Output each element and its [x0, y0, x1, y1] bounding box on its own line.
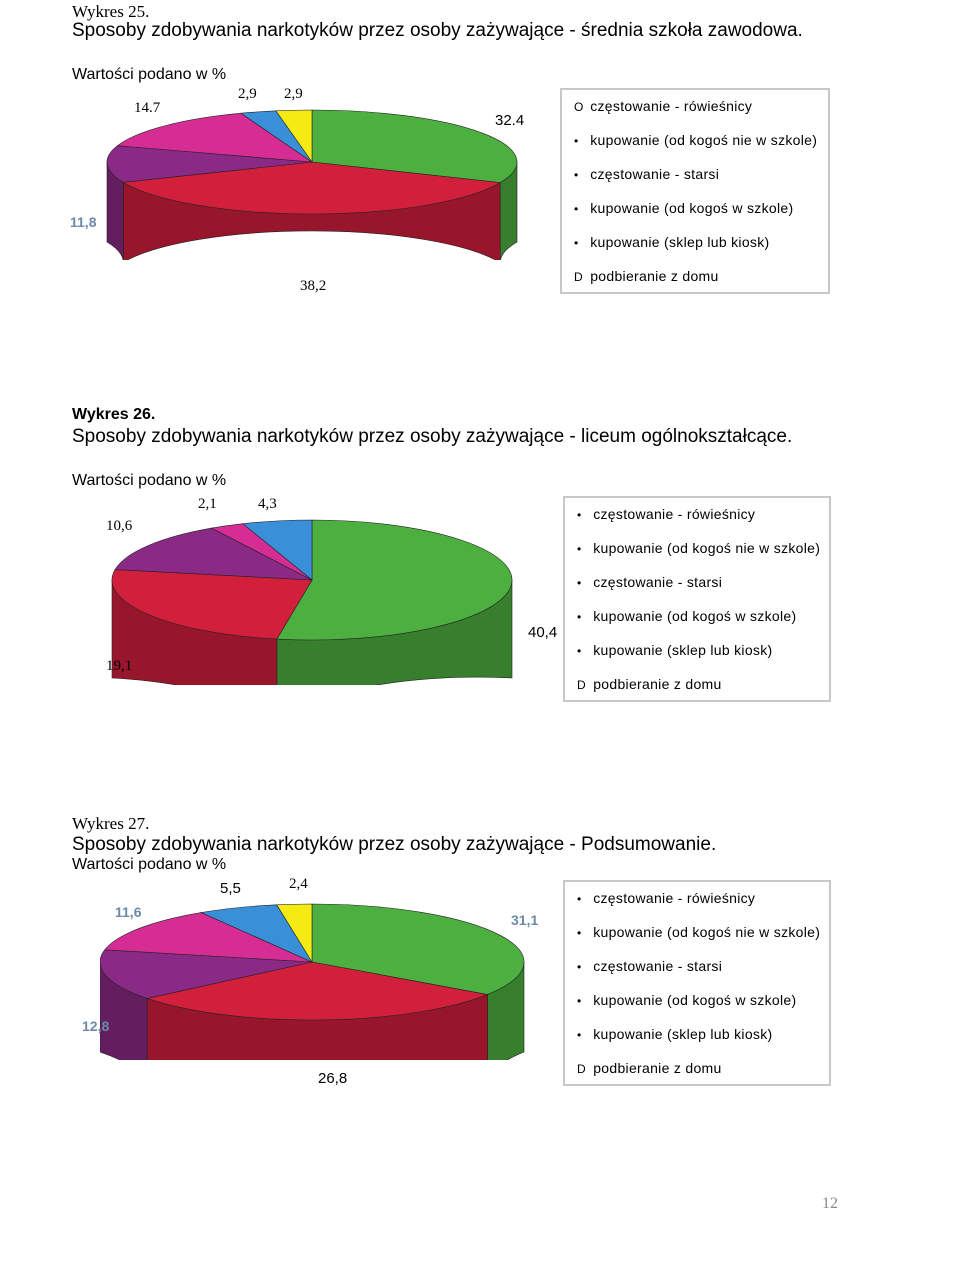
value-label: 2,4 [289, 876, 308, 892]
legend-item [577, 608, 796, 624]
legend-marker: O [574, 100, 584, 114]
pie-chart-27 [100, 895, 530, 1060]
legend-label: kupowanie (od kogoś nie w szkole) [593, 924, 821, 940]
units-note: Wartości podano w % [72, 856, 227, 873]
value-label: 19,1 [106, 658, 133, 674]
legend-marker: D [574, 270, 583, 284]
legend-label: kupowanie (od kogoś w szkole) [590, 200, 794, 216]
value-label: 11,8 [70, 214, 97, 230]
value-label: 12,8 [82, 1018, 110, 1034]
legend-item [574, 98, 752, 114]
legend-marker: • [577, 508, 582, 522]
legend-item [577, 540, 820, 556]
legend-item [574, 132, 817, 148]
legend-label: kupowanie (od kogoś w szkole) [593, 608, 797, 624]
page-number: 12 [822, 1195, 838, 1212]
legend-label: kupowanie (od kogoś nie w szkole) [590, 132, 818, 148]
legend-marker: • [577, 926, 582, 940]
legend-item [577, 506, 755, 522]
legend-item [577, 924, 820, 940]
legend-marker: • [577, 542, 582, 556]
legend-marker: • [577, 994, 582, 1008]
legend-marker: • [577, 892, 582, 906]
value-label: 4,3 [258, 496, 277, 512]
legend-label: kupowanie (sklep lub kiosk) [593, 1026, 773, 1042]
legend-marker: • [577, 960, 582, 974]
legend-label: częstowanie - starsi [593, 958, 723, 974]
units-note: Wartości podano w % [72, 66, 227, 83]
legend-label: częstowanie - rówieśnicy [593, 890, 756, 906]
legend-item [577, 958, 722, 974]
legend-marker: • [574, 202, 579, 216]
legend-item [577, 642, 773, 658]
legend-label: podbieranie z domu [593, 1060, 722, 1076]
value-label: 5,5 [220, 880, 241, 897]
legend-item [577, 992, 796, 1008]
legend-marker: • [577, 576, 582, 590]
chart-title: Sposoby zdobywania narkotyków przez osoby zażywające - średnia szkoła zawodowa. [72, 20, 803, 41]
pie-chart-26 [100, 510, 530, 685]
legend-item [574, 268, 719, 284]
value-label: 2,1 [198, 496, 217, 512]
value-label: 40,4 [528, 624, 558, 641]
value-label: 2,9 [238, 86, 257, 102]
legend-label: podbieranie z domu [590, 268, 719, 284]
legend-label: podbieranie z domu [593, 676, 722, 692]
chart-section-27 [0, 810, 960, 1110]
units-note: Wartości podano w % [72, 472, 227, 489]
legend-label: częstowanie - starsi [590, 166, 720, 182]
chart-section-26 [0, 400, 960, 730]
chart-number: Wykres 26. [72, 406, 156, 423]
value-label: 31,1 [511, 912, 539, 928]
legend-item [574, 166, 719, 182]
value-label: 2,9 [284, 86, 303, 102]
legend-marker: • [577, 644, 582, 658]
legend-item [577, 890, 755, 906]
pie-chart-25 [100, 100, 530, 260]
legend [560, 88, 830, 294]
value-label: 32.4 [495, 112, 525, 129]
legend-label: częstowanie - starsi [593, 574, 723, 590]
legend-label: kupowanie (sklep lub kiosk) [593, 642, 773, 658]
legend-marker: D [577, 678, 586, 692]
legend-marker: • [577, 1028, 582, 1042]
legend-marker: D [577, 1062, 586, 1076]
legend-marker: • [574, 168, 579, 182]
legend-item [577, 1060, 722, 1076]
value-label: 26,8 [318, 1070, 348, 1087]
chart-number: Wykres 27. [72, 814, 150, 833]
legend-label: kupowanie (sklep lub kiosk) [590, 234, 770, 250]
chart-number: Wykres 25. [72, 2, 150, 21]
chart-section-25 [0, 0, 960, 380]
legend [563, 880, 831, 1086]
legend-label: częstowanie - rówieśnicy [590, 98, 753, 114]
legend-item [577, 676, 722, 692]
legend [563, 496, 831, 702]
legend-item [574, 234, 770, 250]
legend-item [577, 1026, 773, 1042]
legend-label: kupowanie (od kogoś w szkole) [593, 992, 797, 1008]
chart-title: Sposoby zdobywania narkotyków przez osoby zażywające - liceum ogólnokształcące. [72, 426, 793, 447]
chart-title: Sposoby zdobywania narkotyków przez osoby zażywające - Podsumowanie. [72, 834, 717, 855]
legend-marker: • [577, 610, 582, 624]
legend-label: kupowanie (od kogoś nie w szkole) [593, 540, 821, 556]
value-label: 38,2 [300, 278, 327, 294]
legend-marker: • [574, 236, 579, 250]
value-label: 14.7 [134, 100, 161, 116]
legend-item [577, 574, 722, 590]
value-label: 11,6 [115, 904, 142, 920]
legend-label: częstowanie - rówieśnicy [593, 506, 756, 522]
value-label: 10,6 [106, 518, 133, 534]
legend-marker: • [574, 134, 579, 148]
legend-item [574, 200, 793, 216]
